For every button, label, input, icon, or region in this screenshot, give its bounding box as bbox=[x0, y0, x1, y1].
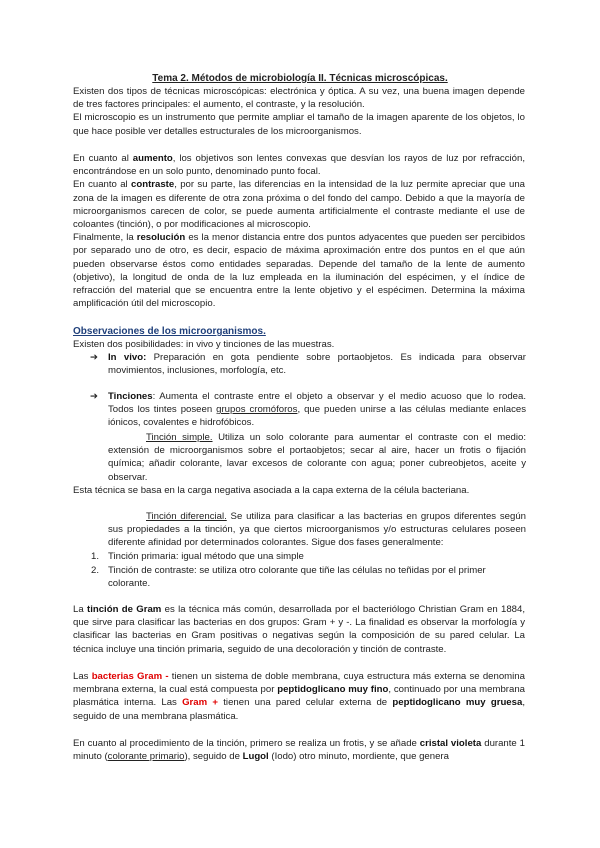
text-span: Utiliza un solo colorante para aumentar el contraste con el medio: extensión de microorganismos sobre el portaobjetos; secar al aire, hacer un frotis o fijación química; añadir colorante, lavar excesos de colorante con agua; poner cubreobjetos, aceite y observar. bbox=[108, 432, 526, 483]
tincion-diferencial-label: Tinción diferencial. bbox=[146, 511, 227, 522]
text-span: , los objetivos son lentes convexas que desvían los rayos de luz por refracción, encontrándose en un solo punto, denominado punto focal. bbox=[73, 153, 525, 178]
step-number: 2. bbox=[91, 565, 100, 576]
carga-paragraph: Esta técnica se basa en la carga negativa asociada a la capa externa de la célula bacteriana. bbox=[73, 485, 470, 496]
colorante-primario-term: colorante primario bbox=[107, 751, 185, 763]
page-title: Tema 2. Métodos de microbiología II. Técnicas microscópicas. bbox=[152, 73, 448, 84]
grupos-cromoforos-term: grupos cromóforos bbox=[216, 404, 298, 416]
section-heading-observaciones: Observaciones de los microorganismos. bbox=[73, 326, 266, 337]
text-span: En cuanto al procedimiento de la tinción, primero se realiza un frotis, y se añade bbox=[73, 738, 420, 749]
text-span: es la técnica más común, desarrollada por el bacteriólogo Christian Gram en 1884, que sirve para clasificar las bacterias en dos grupos: Gram + y -. La finalidad es observar la morfología y clasificar las bacterias en Gram positivas o negativas según la composición de su pared celular. La técnica incluye una tinción primaria, seguido de una decoloración y tinción de contraste. bbox=[73, 604, 526, 655]
aumento-keyword: aumento bbox=[132, 153, 173, 164]
tincion-simple-paragraph bbox=[108, 431, 526, 484]
observaciones-intro: Existen dos posibilidades: in vivo y tinciones de las muestras. bbox=[73, 339, 335, 350]
text-span: ), seguido de bbox=[184, 751, 243, 763]
resolucion-paragraph bbox=[73, 231, 525, 310]
invivo-item bbox=[108, 351, 526, 377]
text-span: , que pueden unirse a las células mediante enlaces iónicos, covalentes e hidrofóbicos. bbox=[108, 404, 527, 429]
step-number: 1. bbox=[91, 551, 100, 562]
tinciones-item bbox=[108, 390, 526, 430]
step-text: Tinción primaria: igual método que una simple bbox=[108, 551, 304, 562]
text-span: En cuanto al bbox=[73, 179, 132, 191]
lugol-keyword: Lugol bbox=[242, 751, 269, 763]
contraste-paragraph bbox=[73, 178, 525, 231]
intro-section bbox=[73, 85, 525, 138]
contraste-keyword: contraste bbox=[131, 179, 175, 191]
tincion-diferencial-paragraph bbox=[108, 510, 526, 550]
gram-negative-keyword: bacterias Gram - bbox=[91, 671, 169, 682]
peptidoglicano-gruesa-keyword: peptidoglicano muy gruesa bbox=[392, 697, 523, 709]
text-span: es la menor distancia entre dos puntos adyacentes que pueden ser percibidos por separado uno de otro, es decir, espacio de máxima aproximación entre dos puntos en el que aún pueden observarse éstos como entidades separadas. Depende del tamaño de la lente de aumento (objetivo), la longitud de onda de la luz empleada en la iluminación del espécimen, y el índice de refracción del material que se encuentra entre la lente objetivo y el espécimen. Determina la máxima amplificación útil del microscopio. bbox=[73, 232, 526, 310]
tinciones-keyword: Tinciones bbox=[108, 391, 153, 402]
factors-section bbox=[73, 152, 525, 310]
text-span: , seguido de una membrana plasmática. bbox=[73, 697, 525, 722]
tincion-simple-label: Tinción simple. bbox=[146, 432, 213, 443]
text-span: Finalmente, la bbox=[73, 232, 137, 244]
gram-paragraph bbox=[73, 603, 525, 656]
text-span: Las bbox=[73, 671, 92, 682]
text-span: , continuado por una membrana plasmática interna. Las bbox=[73, 684, 526, 709]
intro-paragraph-2: El microscopio es un instrumento que permite ampliar el tamaño de la imagen aparente de los objetos, lo que hace posible ver detalles estructurales de los microorganismos. bbox=[73, 112, 525, 137]
arrow-bullet-icon: ➔ bbox=[90, 352, 99, 363]
invivo-keyword: In vivo: bbox=[108, 352, 147, 363]
gram-positive-keyword: Gram + bbox=[182, 697, 219, 709]
procedimiento-paragraph bbox=[73, 737, 525, 763]
text-span: Se utiliza para clasificar a las bacterias en grupos diferentes según sus propiedades a la tinción, ya que ciertos microorganismos y/o estructuras celulares poseen diferente afinidad por determinados colorantes. Sigue dos fases generalmente: bbox=[108, 511, 527, 549]
bacterias-paragraph bbox=[73, 670, 525, 723]
gram-keyword: tinción de Gram bbox=[87, 604, 162, 615]
text-span: , por su parte, las diferencias en la intensidad de la luz permite apreciar que una zona de la imagen es diferente de otra zona próxima o del fondo del campo. Debido a que la mayoría de microorganismos carecen de color, se puede aumenta artificialmente el contraste mediante el use de coloantes (tinción), o por modificaciones al microscopio. bbox=[73, 179, 525, 231]
resolucion-keyword: resolución bbox=[136, 232, 186, 244]
text-span: (Iodo) otro minuto, mordiente, que genera bbox=[268, 751, 449, 763]
text-span: En cuanto al bbox=[73, 153, 133, 164]
text-span: durante 1 minuto ( bbox=[73, 738, 525, 763]
cristal-violeta-keyword: cristal violeta bbox=[419, 738, 482, 749]
text-span: tienen una pared celular externa de bbox=[218, 697, 393, 709]
aumento-paragraph bbox=[73, 152, 525, 178]
text-span: tienen un sistema de doble membrana, cuya estructura más externa se denomina membrana externa, la cual está compuesta por bbox=[73, 671, 525, 696]
text-span: Preparación en gota pendiente sobre portaobjetos. Es indicada para observar movimientos, inclusiones, morfología, etc. bbox=[108, 352, 526, 377]
text-span: La bbox=[73, 604, 87, 615]
arrow-bullet-icon: ➔ bbox=[90, 391, 99, 402]
step-text: Tinción de contraste: se utiliza otro colorante que tiñe las células no teñidas por el primer colorante. bbox=[108, 565, 486, 590]
peptidoglicano-fino-keyword: peptidoglicano muy fino bbox=[277, 684, 389, 696]
text-span: : Aumenta el contraste entre el objeto a observar y el medio acuoso que lo rodea. Todos los tintes poseen bbox=[108, 391, 526, 416]
intro-paragraph-1: Existen dos tipos de técnicas microscópicas: electrónica y óptica. A su vez, una buena imagen depende de tres factores principales: el aumento, el contraste, y la resolución. bbox=[73, 86, 525, 111]
